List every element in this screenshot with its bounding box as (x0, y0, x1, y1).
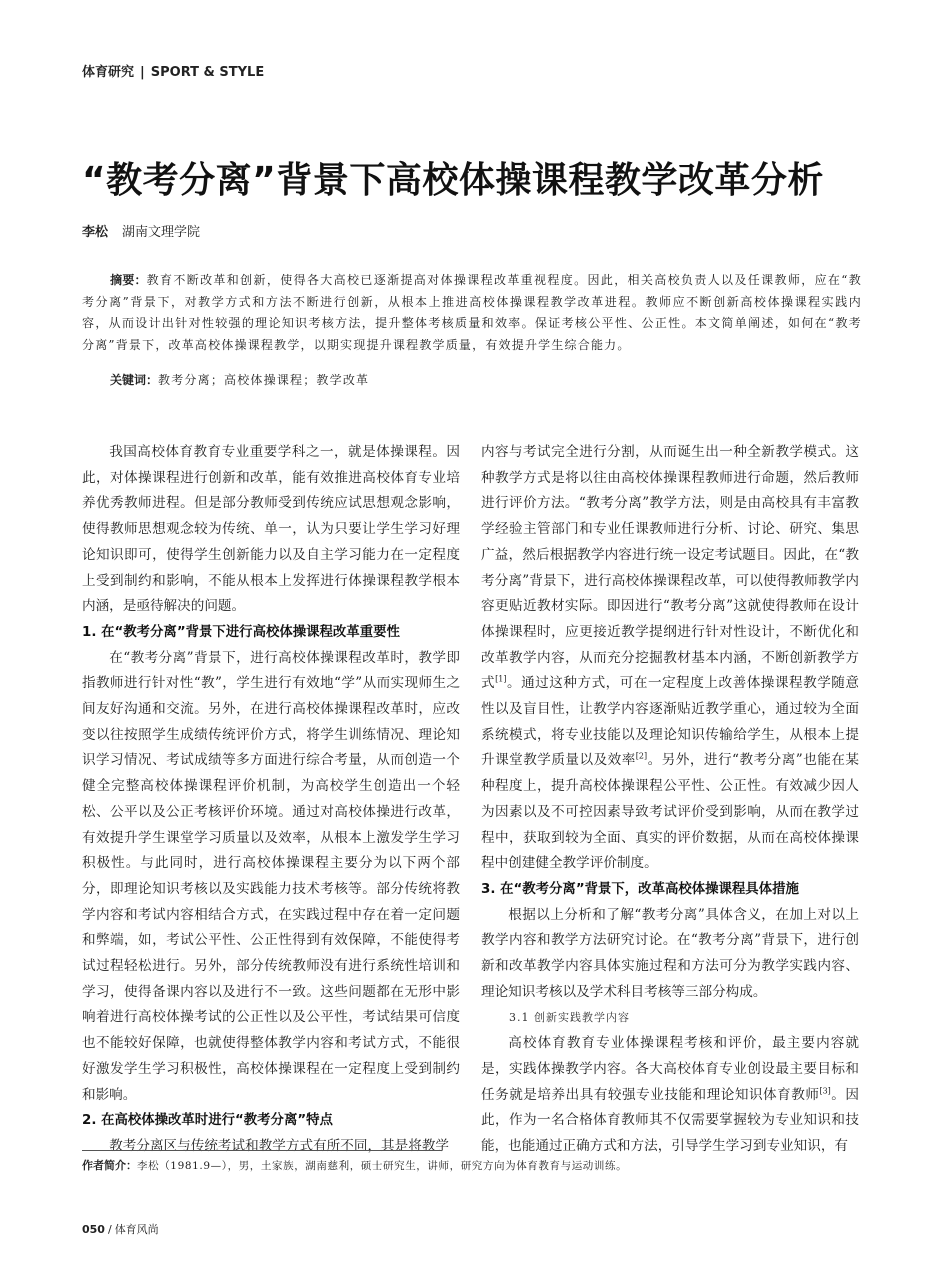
intro-paragraph: 我国高校体育教育专业重要学科之一，就是体操课程。因此，对体操课程进行创新和改革，能有效推进高校体育专业培养优秀教师进程。但是部分教师受到传统应试思想观念影响，使得教师思想观念较为传统、单一，认为只要让学生学习好理论知识即可，使得学生创新能力以及自主学习能力在一定程度上受到制约和影响，不能从根本上发挥进行体操课程教学根本内涵，是亟待解决的问题。 (82, 444, 460, 615)
footnote-divider (82, 1150, 442, 1151)
author-name: 李松 (82, 225, 109, 240)
keywords-label: 关键词： (110, 373, 159, 387)
left-column (82, 440, 460, 1160)
abstract (82, 270, 862, 357)
citation-2: [2] (635, 751, 648, 761)
header-journal-en: SPORT & STYLE (150, 65, 265, 80)
page-number: 050 (82, 1223, 105, 1236)
section-3-1-text-b: 。因此，作为一名合格体育教师其不仅需要掌握较为专业知识和技能，也能通过正确方式和方法，引导学生学习到专业知识，有 (481, 1086, 860, 1154)
section-3-1-text-a: 高校体育教育专业体操课程考核和评价，最主要内容就是，实践体操教学内容。各大高校体育专业创设最主要目标和任务就是培养出具有较强专业技能和理论知识体育教师 (481, 1035, 859, 1103)
section-3-heading: 3. 在“教考分离”背景下，改革高校体操课程具体措施 (481, 881, 799, 897)
section-3-1-heading: 3.1 创新实践教学内容 (509, 1011, 630, 1025)
section-2-paragraph-start: 教考分离区与传统考试和教学方式有所不同，其是将教学 (109, 1137, 450, 1154)
section-2-paragraph-continued (481, 440, 859, 877)
page-footer (82, 1221, 159, 1237)
header-section: 体育研究 (82, 65, 135, 80)
keywords-text: 教考分离；高校体操课程；教学改革 (158, 373, 370, 387)
keywords (110, 371, 369, 388)
abstract-label: 摘要： (110, 273, 147, 287)
citation-1: [1] (495, 674, 507, 684)
paper-title: “教考分离”背景下高校体操课程教学改革分析 (82, 160, 824, 201)
footer-journal: 体育风尚 (114, 1223, 159, 1236)
running-header (82, 61, 264, 80)
footnote-text: 李松（1981.9—），男，土家族，湖南慈利，硕士研究生，讲师，研究方向为体育教育与运动训练。 (137, 1160, 628, 1172)
footer-separator: / (107, 1223, 112, 1236)
section-1-heading: 1. 在“教考分离”背景下进行高校体操课程改革重要性 (82, 624, 400, 640)
section-3-1-paragraph (481, 1031, 859, 1160)
abstract-text: 教育不断改革和创新，使得各大高校已逐渐提高对体操课程改革重视程度。因此，相关高校负责人以及任课教师，应在“教考分离”背景下，对教学方式和方法不断进行创新，从根本上推进高校体操课程教学改革进程。教师应不断创新高校体操课程实践内容，从而设计出针对性较强的理论知识考核方法，提升整体考核质量和效率。保证考核公平性、公正性。本文简单阐述，如何在“教考分离”背景下，改革高校体操课程教学，以期实现提升课程教学质量，有效提升学生综合能力。 (82, 273, 862, 353)
section-2-text-a: 内容与考试完全进行分割，从而诞生出一种全新教学模式。这种教学方式是将以往由高校体操课程教师进行命题，然后教师进行评价方法。“教考分离”教学方法，则是由高校具有丰富教学经验主管部门和专业任课教师进行分析、讨论、研究、集思广益，然后根据教学内容进行统一设定考试题目。因此，在“教考分离”背景下，进行高校体操课程改革，可以使得教师教学内容更贴近教材实际。即因进行“教考分离”这就使得教师在设计体操课程时，应更接近教学提纲进行针对性设计，不断优化和改革教学内容，从而充分挖掘教材基本内涵，不断创新教学方式 (481, 444, 859, 692)
section-1-paragraph: 在“教考分离”背景下，进行高校体操课程改革时，教学即指教师进行针对性“教”，学生进行有效地“学”从而实现师生之间友好沟通和交流。另外，在进行高校体操课程改革时，应改变以往按照学生成绩传统评价方式，将学生训练情况、理论知识学习情况、考试成绩等多方面进行综合考量，从而创造一个健全完整高校体操课程评价机制，为高校学生创造出一个轻松、公平以及公正考核评价环境。通过对高校体操进行改革，有效提升学生课堂学习质量以及效率，从根本上激发学生学习积极性。与此同时，进行高校体操课程主要分为以下两个部分，即理论知识考核以及实践能力技术考核等。部分传统将教学内容和考试内容相结合方式，在实践过程中存在着一定问题和弊端，如，考试公平性、公正性得到有效保障，不能使得考试过程轻松进行。另外，部分传统教师没有进行系统性培训和学习，使得备课内容以及进行不一致。这些问题都在无形中影响着进行高校体操考试的公正性以及公平性，考试结果可信度也不能较好保障，也就使得整体教学内容和考试方式，不能很好激发学生学习积极性，高校体操课程在一定程度上受到制约和影响。 (82, 649, 460, 1103)
citation-3: [3] (819, 1086, 831, 1096)
section-3-paragraph: 根据以上分析和了解“教考分离”具体含义，在加上对以上教学内容和教学方法研究讨论。在“教考分离”背景下，进行创新和改革教学内容具体实施过程和方法可分为教学实践内容、理论知识考核以及学术科目考核等三部分构成。 (481, 906, 859, 1000)
section-2-heading: 2. 在高校体操改革时进行“教考分离”特点 (82, 1113, 333, 1129)
footnote-label: 作者简介： (82, 1159, 137, 1172)
author-footnote (82, 1157, 627, 1173)
author-line (82, 221, 200, 240)
header-separator: | (140, 65, 145, 80)
section-2-text-c: 。另外，进行“教考分离”也能在某种程度上，提升高校体操课程公平性、公正性。有效减少因人为因素以及不可控因素导致考试评价受到影响，从而在教学过程中，获取到较为全面、真实的评价数据，从而在高校体操课程中创建健全教学评价制度。 (481, 752, 859, 872)
section-2-text-b: 。通过这种方式，可在一定程度上改善体操课程教学随意性以及盲目性，让教学内容逐渐贴近教学重心，通过较为全面系统模式，将专业技能以及理论知识传输给学生，从根本上提升课堂教学质量以及效率 (481, 675, 860, 769)
right-column (481, 440, 859, 1160)
author-affiliation: 湖南文理学院 (122, 225, 201, 240)
